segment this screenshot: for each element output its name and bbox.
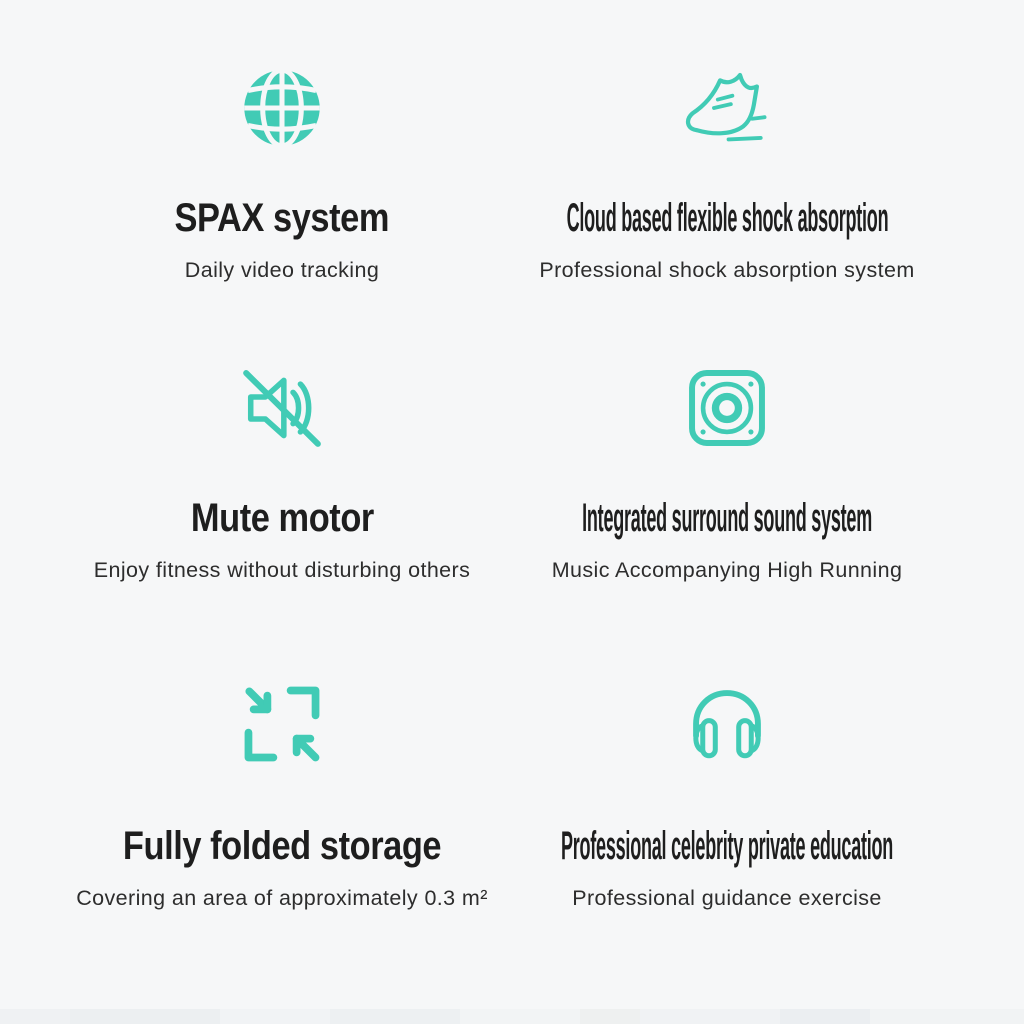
- feature-title: Fully folded storage: [122, 824, 442, 868]
- feature-title: Professional celebrity private education: [560, 824, 894, 868]
- feature-subtitle: Professional shock absorption system: [539, 258, 915, 282]
- feature-subtitle: Daily video tracking: [184, 258, 380, 282]
- feature-subtitle: Enjoy fitness without disturbing others: [93, 558, 471, 582]
- bottom-edge-artifact: [0, 1009, 1024, 1024]
- globe-icon: [236, 62, 328, 154]
- feature-shock-absorption: [512, 0, 1024, 300]
- feature-private-education: [512, 606, 1024, 911]
- fold-arrows-icon: [236, 678, 328, 770]
- feature-surround-sound: [512, 300, 1024, 606]
- running-shoe-icon: [681, 62, 773, 154]
- feature-subtitle: Professional guidance exercise: [572, 886, 882, 910]
- feature-title: Mute motor: [190, 496, 374, 540]
- feature-title: Integrated surround sound system: [582, 496, 872, 540]
- feature-title: SPAX system: [174, 196, 390, 240]
- feature-title: Cloud based flexible shock absorption: [566, 196, 888, 240]
- muted-speaker-icon: [236, 362, 328, 454]
- headphones-icon: [681, 678, 773, 770]
- feature-subtitle: Music Accompanying High Running: [551, 558, 903, 582]
- feature-subtitle: Covering an area of approximately 0.3 m²: [76, 886, 488, 910]
- subwoofer-speaker-icon: [681, 362, 773, 454]
